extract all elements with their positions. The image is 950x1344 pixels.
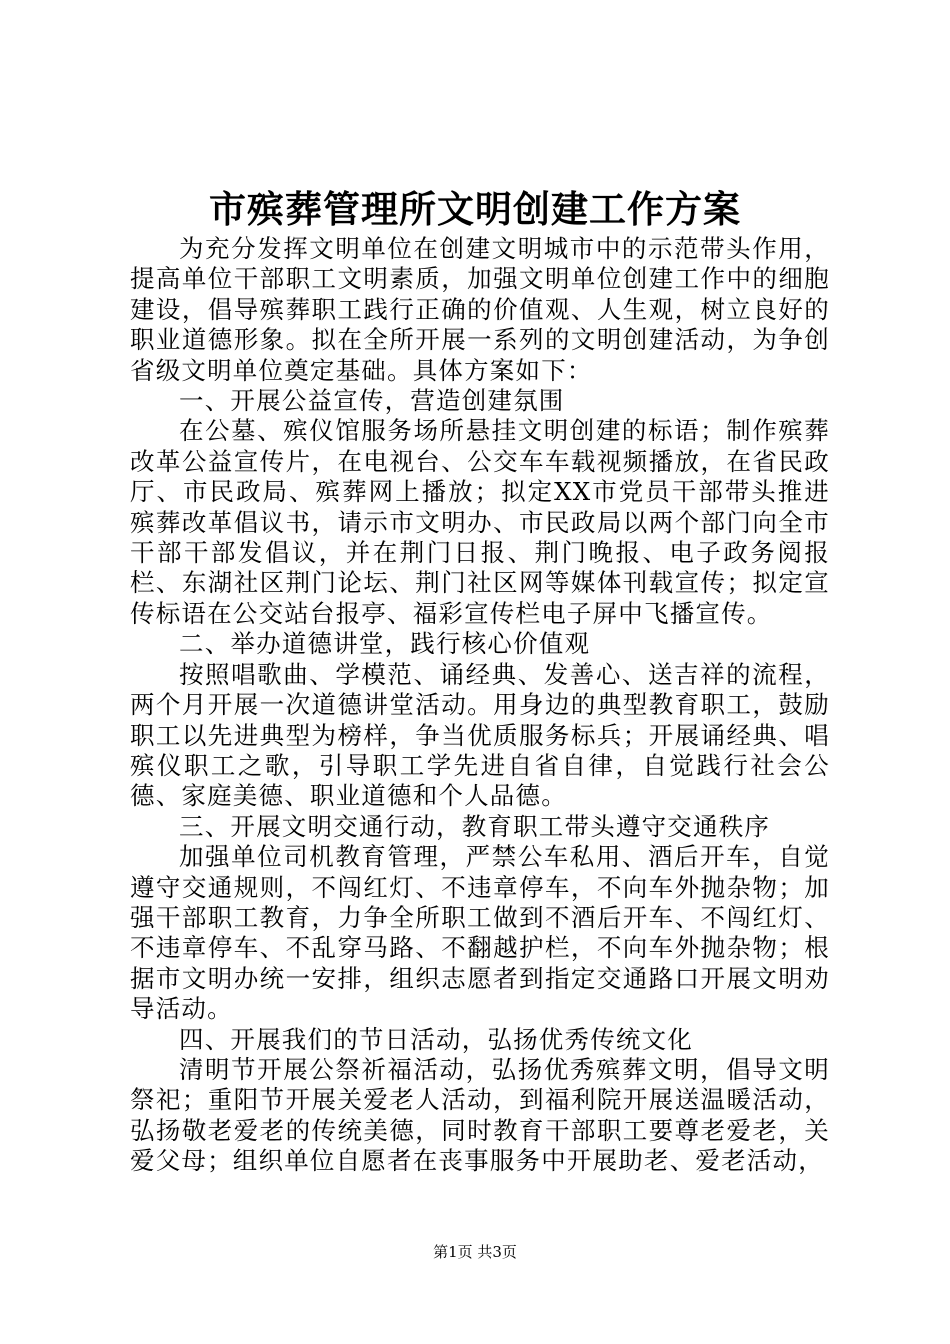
section-body-3: 加强单位司机教育管理，严禁公车私用、酒后开车，自觉遵守交通规则，不闯红灯、不违章停车，不向车外抛杂物；加强干部职工教育，力争全所职工做到不酒后开车、不闯红灯、不违章停车、不乱穿马路、不翻越护栏，不向车外抛杂物；根据市文明办统一安排，组织志愿者到指定交通路口开展文明劝导活动。 [130,842,830,1024]
intro-paragraph: 为充分发挥文明单位在创建文明城市中的示范带头作用，提高单位干部职工文明素质，加强文明单位创建工作中的细胞建设，倡导殡葬职工践行正确的价值观、人生观，树立良好的职业道德形象。拟在全所开展一系列的文明创建活动，为争创省级文明单位奠定基础。具体方案如下： [130,234,830,385]
section-body-1: 在公墓、殡仪馆服务场所悬挂文明创建的标语；制作殡葬改革公益宣传片，在电视台、公交车车载视频播放，在省民政厅、市民政局、殡葬网上播放；拟定XX市党员干部带头推进殡葬改革倡议书，请示市文明办、市民政局以两个部门向全市干部干部发倡议，并在荆门日报、荆门晚报、电子政务阅报栏、东湖社区荆门论坛、荆门社区网等媒体刊载宣传；拟定宣传标语在公交站台报亭、福彩宣传栏电子屏中飞播宣传。 [130,416,830,628]
page-number-footer: 第1页 共3页 [433,1243,517,1261]
section-heading-2: 二、举办道德讲堂，践行核心价值观 [179,629,591,659]
section-body-2: 按照唱歌曲、学模范、诵经典、发善心、送吉祥的流程，两个月开展一次道德讲堂活动。用身边的典型教育职工，鼓励职工以先进典型为榜样，争当优质服务标兵；开展诵经典、唱殡仪职工之歌，引导职工学先进自省自律，自觉践行社会公德、家庭美德、职业道德和个人品德。 [130,659,830,811]
document-title: 市殡葬管理所文明创建工作方案 [209,187,741,231]
section-heading-1: 一、开展公益宣传，营造创建氛围 [179,386,565,416]
section-heading-4: 四、开展我们的节日活动，弘扬优秀传统文化 [179,1024,693,1054]
section-heading-3: 三、开展文明交通行动，教育职工带头遵守交通秩序 [179,811,771,841]
section-body-4: 清明节开展公祭祈福活动，弘扬优秀殡葬文明，倡导文明祭祀；重阳节开展关爱老人活动，到福利院开展送温暖活动，弘扬敬老爱老的传统美德，同时教育干部职工要尊老爱老，关爱父母；组织单位自愿者在丧事服务中开展助老、爱老活动， [130,1054,830,1176]
document-body [130,234,830,1177]
